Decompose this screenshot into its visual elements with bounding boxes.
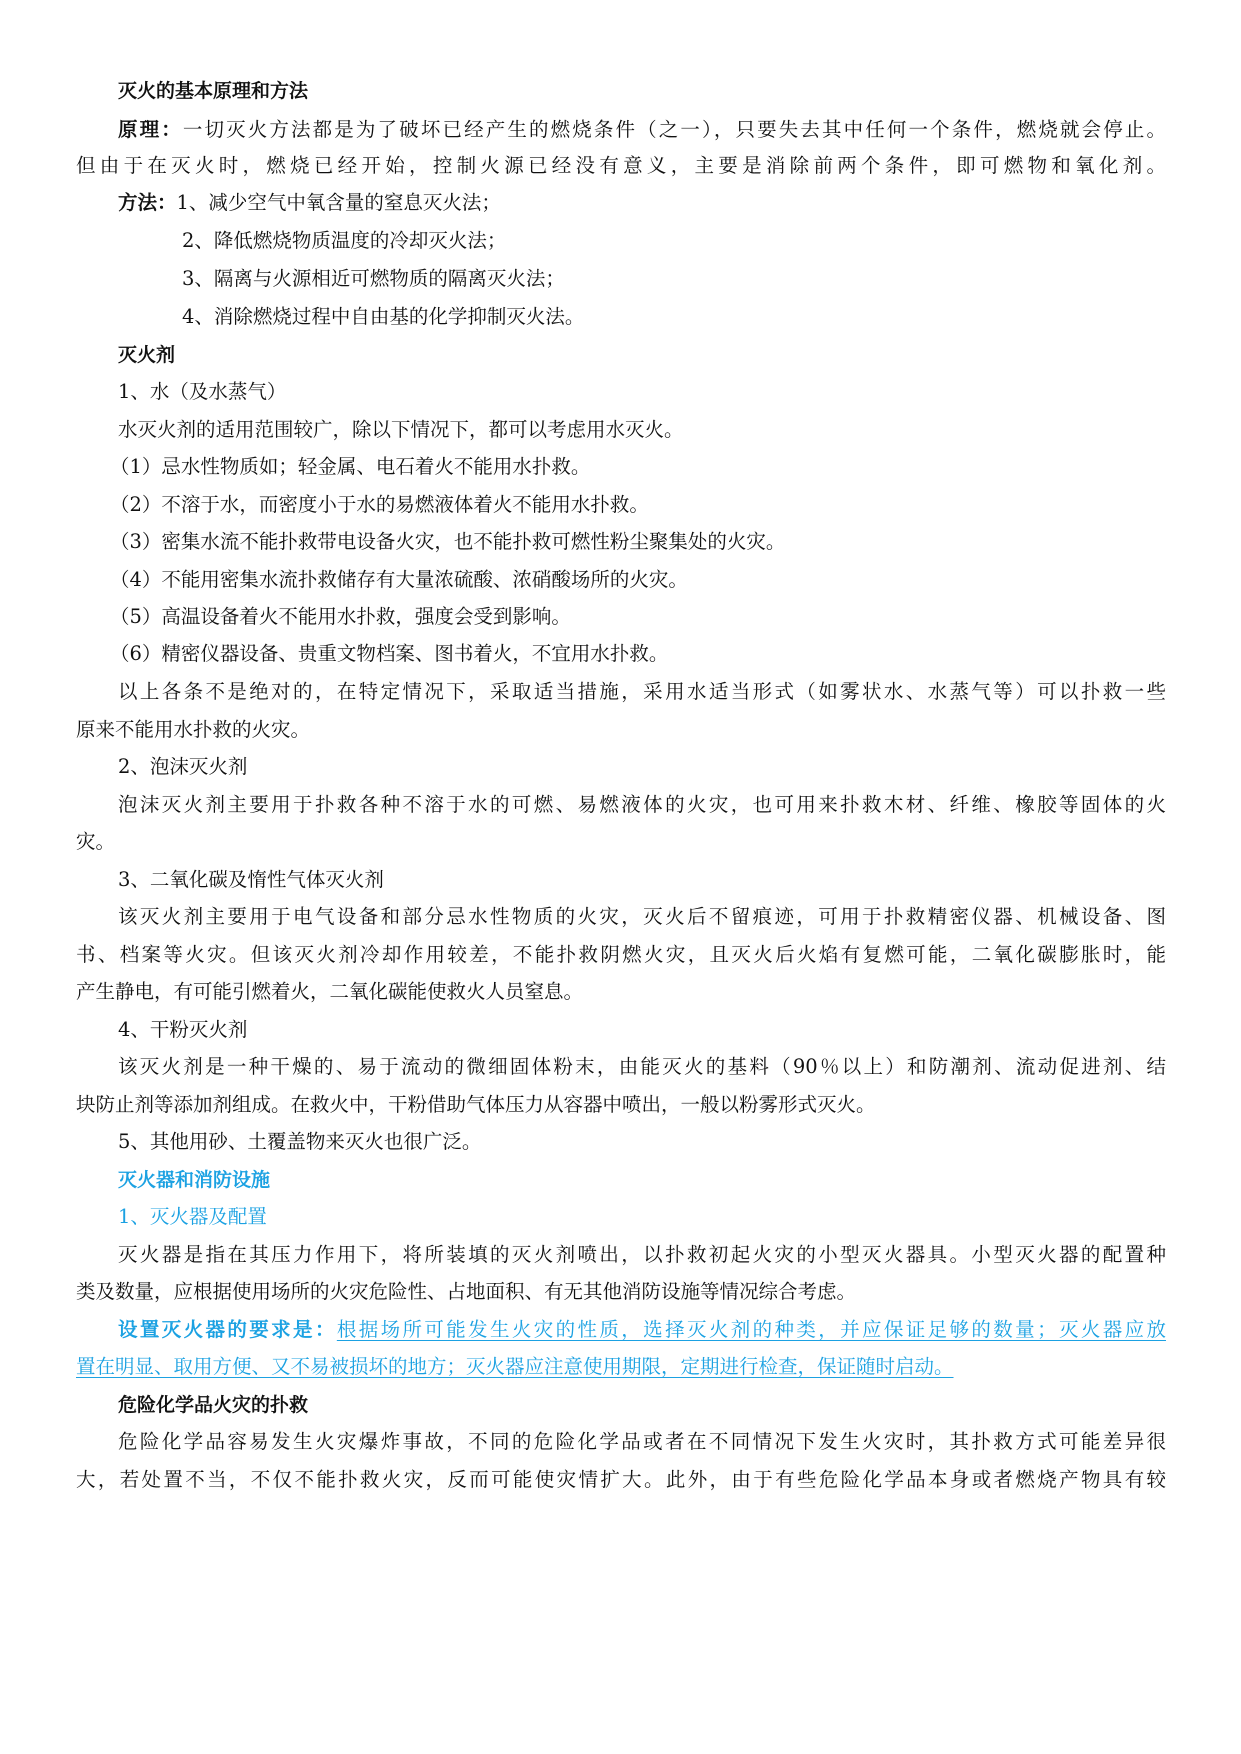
water-note-line-1: 以上各条不是绝对的，在特定情况下，采取适当措施，采用水适当形式（如雾状水、水蒸气等）可以扑救一些 (118, 680, 1166, 703)
principle-text-1: 一切灭火方法都是为了破坏已经产生的燃烧条件（之一），只要失去其中任何一个条件，燃烧就会停止。 (182, 118, 1166, 141)
water-item-6: （6）精密仪器设备、贵重文物档案、图书着火，不宜用水扑救。 (110, 642, 669, 665)
water-item-5: （5）高温设备着火不能用水扑救，强度会受到影响。 (110, 605, 571, 628)
heading-extinguishers-facilities: 灭火器和消防设施 (118, 1169, 271, 1191)
principle-paragraph-line-1 (118, 110, 1166, 150)
co2-line-1: 该灭火剂主要用于电气设备和部分忌水性物质的火灾，灭火后不留痕迹，可用于扑救精密仪器、机械设备、图 (118, 905, 1166, 928)
water-item-4: （4）不能用密集水流扑救储存有大量浓硫酸、浓硝酸场所的火灾。 (110, 568, 688, 591)
principle-paragraph-line-2: 但由于在灭火时，燃烧已经开始，控制火源已经没有意义，主要是消除前两个条件，即可燃物和氧化剂。 (76, 154, 1166, 177)
other-methods-line: 5、其他用砂、土覆盖物来灭火也很广泛。 (118, 1130, 482, 1153)
water-note-line-2: 原来不能用水扑救的火灾。 (76, 718, 311, 741)
requirement-line-2: 置在明显、取用方便、又不易被损坏的地方；灭火器应注意使用期限，定期进行检查，保证随时启动。 (76, 1355, 954, 1378)
requirement-line-1 (118, 1310, 1166, 1350)
water-item-1: （1）忌水性物质如；轻金属、电石着火不能用水扑救。 (110, 455, 591, 478)
water-item-3: （3）密集水流不能扑救带电设备火灾，也不能扑救可燃性粉尘聚集处的火灾。 (110, 530, 786, 553)
water-title: 1、水（及水蒸气） (118, 380, 287, 403)
hazchem-line-2: 大，若处置不当，不仅不能扑救火灾，反而可能使灾情扩大。此外，由于有些危险化学品本身或者燃烧产物具有较 (76, 1468, 1166, 1491)
method-item-1: 1、减少空气中氧含量的窒息灭火法； (176, 191, 501, 214)
foam-line-2: 灾。 (76, 830, 116, 853)
foam-line-1: 泡沫灭火剂主要用于扑救各种不溶于水的可燃、易燃液体的火灾，也可用来扑救木材、纤维、橡胶等固体的火 (118, 793, 1166, 816)
powder-title: 4、干粉灭火剂 (118, 1018, 248, 1041)
heading-hazardous-chemicals: 危险化学品火灾的扑救 (118, 1394, 309, 1416)
co2-line-3: 产生静电，有可能引燃着火，二氧化碳能使救火人员窒息。 (76, 980, 584, 1003)
water-intro: 水灭火剂的适用范围较广，除以下情况下，都可以考虑用水灭火。 (118, 418, 684, 441)
foam-title: 2、泡沫灭火剂 (118, 755, 248, 778)
hazchem-line-1: 危险化学品容易发生火灾爆炸事故，不同的危险化学品或者在不同情况下发生火灾时，其扑救方式可能差异很 (118, 1430, 1166, 1453)
powder-line-2: 块防止剂等添加剂组成。在救火中，干粉借助气体压力从容器中喷出，一般以粉雾形式灭火。 (76, 1093, 876, 1116)
method-item-4: 4、消除燃烧过程中自由基的化学抑制灭火法。 (182, 305, 585, 328)
principle-label: 原理： (118, 118, 183, 141)
extinguisher-line-1: 灭火器是指在其压力作用下，将所装填的灭火剂喷出，以扑救初起火灾的小型灭火器具。小型灭火器的配置种 (118, 1243, 1166, 1266)
co2-line-2: 书、档案等火灾。但该灭火剂冷却作用较差，不能扑救阴燃火灾，且灭火后火焰有复燃可能，二氧化碳膨胀时，能 (76, 943, 1166, 966)
requirement-text-1: 根据场所可能发生火灾的性质，选择灭火剂的种类，并应保证足够的数量；灭火器应放 (336, 1318, 1166, 1341)
heading-principle-methods: 灭火的基本原理和方法 (118, 80, 309, 102)
powder-line-1: 该灭火剂是一种干燥的、易于流动的微细固体粉末，由能灭火的基料（90％以上）和防潮剂、流动促进剂、结 (118, 1055, 1166, 1078)
method-item-3: 3、隔离与火源相近可燃物质的隔离灭火法； (182, 267, 565, 290)
co2-title: 3、二氧化碳及惰性气体灭火剂 (118, 868, 384, 891)
method-label: 方法： (118, 191, 177, 214)
heading-extinguishing-agents: 灭火剂 (118, 344, 176, 366)
water-item-2: （2）不溶于水，而密度小于水的易燃液体着火不能用水扑救。 (110, 493, 649, 516)
requirement-label: 设置灭火器的要求是： (118, 1318, 337, 1341)
extinguisher-line-2: 类及数量，应根据使用场所的火灾危险性、占地面积、有无其他消防设施等情况综合考虑。 (76, 1280, 857, 1303)
extinguisher-subtitle: 1、灭火器及配置 (118, 1205, 267, 1228)
method-line-1 (118, 183, 1208, 223)
method-item-2: 2、降低燃烧物质温度的冷却灭火法； (182, 229, 507, 252)
